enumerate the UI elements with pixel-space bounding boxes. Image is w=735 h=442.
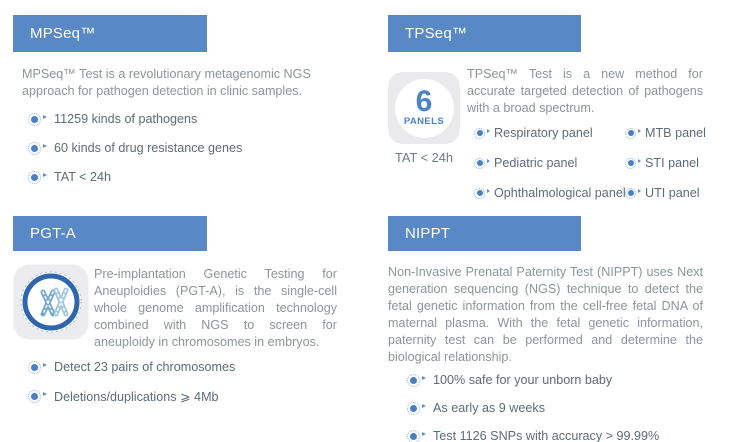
bullet-icon (625, 128, 636, 139)
list-item (28, 112, 368, 126)
tpseq-panel-list (474, 126, 706, 200)
chromosomes-icon (13, 264, 89, 340)
list-item (28, 360, 368, 374)
list-item (625, 186, 706, 200)
list-item (407, 429, 735, 442)
pgta-body (13, 264, 368, 351)
bullet-icon (474, 158, 485, 169)
badge-label: PANELS (403, 116, 445, 127)
bullet-icon (625, 158, 636, 169)
six-panels-badge-circle (395, 79, 454, 138)
list-item (407, 401, 735, 415)
pgta-title: PGT-A (30, 225, 77, 242)
pgta-description: Pre-implantation Genetic Testing for Aneuploidies (PGT-A), is the single-cell whole genome amplification technology combined with NGS to screen for aneuploidy in chromosomes in embryos. (94, 267, 337, 349)
section-mpseq (0, 0, 368, 216)
list-item (28, 141, 368, 155)
tpseq-title: TPSeq™ (405, 25, 468, 42)
badge-number: 6 (415, 85, 433, 118)
bullet-icon (474, 188, 485, 199)
bullet-icon (625, 188, 636, 199)
nippt-title: NIPPT (405, 225, 451, 242)
list-item-label: UTI panel (645, 186, 700, 200)
mpseq-header-banner (13, 15, 207, 52)
six-panels-badge-icon (388, 72, 460, 144)
list-item (407, 373, 735, 387)
mpseq-description: MPSeq™ Test is a revolutionary metagenomic NGS approach for pathogen detection in clinic samples. (22, 67, 311, 98)
tpseq-content (467, 66, 706, 200)
list-item (28, 389, 368, 404)
list-item (474, 156, 625, 170)
list-item-label: Ophthalmological panel (494, 186, 626, 200)
pgta-feature-list (28, 360, 368, 404)
list-item-label: Detect 23 pairs of chromosomes (54, 360, 236, 374)
tpseq-tat-caption: TAT < 24h (395, 150, 453, 165)
tpseq-badge-column (388, 66, 467, 200)
section-tpseq (368, 0, 735, 216)
list-item-label: Test 1126 SNPs with accuracy > 99.99% (433, 429, 660, 442)
bullet-icon (28, 171, 41, 184)
bullet-icon (28, 390, 41, 403)
list-item-label: 60 kinds of drug resistance genes (54, 141, 243, 155)
nippt-feature-list (407, 373, 735, 442)
list-item-label: 100% safe for your unborn baby (433, 373, 613, 387)
list-item-label: MTB panel (645, 126, 706, 140)
bullet-icon (407, 430, 420, 442)
list-item-label: TAT < 24h (54, 170, 112, 184)
list-item-label: Deletions/duplications ⩾ 4Mb (54, 390, 219, 404)
mpseq-title: MPSeq™ (30, 25, 96, 42)
mpseq-feature-list (28, 112, 368, 184)
bullet-icon (407, 402, 420, 415)
bullet-icon (28, 142, 41, 155)
bullet-icon (407, 374, 420, 387)
tpseq-description: TPSeq™ Test is a new method for accurate targeted detection of pathogens with a broad spectrum. (467, 67, 703, 115)
bullet-icon (474, 128, 485, 139)
list-item-label: Pediatric panel (494, 156, 578, 170)
list-item (474, 186, 625, 200)
list-item-label: Respiratory panel (494, 126, 593, 140)
nippt-header-banner (388, 216, 581, 251)
list-item-label: STI panel (645, 156, 699, 170)
section-pgta (0, 216, 368, 442)
list-item-label: As early as 9 weeks (433, 401, 545, 415)
pgta-header-banner (13, 216, 207, 251)
list-item (625, 156, 706, 170)
tpseq-header-banner (388, 15, 581, 52)
list-item (625, 126, 706, 140)
section-nippt (368, 216, 735, 442)
list-item (474, 126, 625, 140)
bullet-icon (28, 113, 41, 126)
nippt-description: Non-Invasive Prenatal Paternity Test (NIPPT) uses Next generation sequencing (NGS) technique to detect the fetal genetic information from the cell-free fetal DNA of maternal plasma. With the fetal genetic information, paternity test can be performed and determine the biological relationship. (388, 265, 703, 364)
list-item (28, 170, 368, 184)
list-item-label: 11259 kinds of pathogens (54, 112, 198, 126)
bullet-icon (28, 361, 41, 374)
tpseq-body (388, 66, 735, 200)
